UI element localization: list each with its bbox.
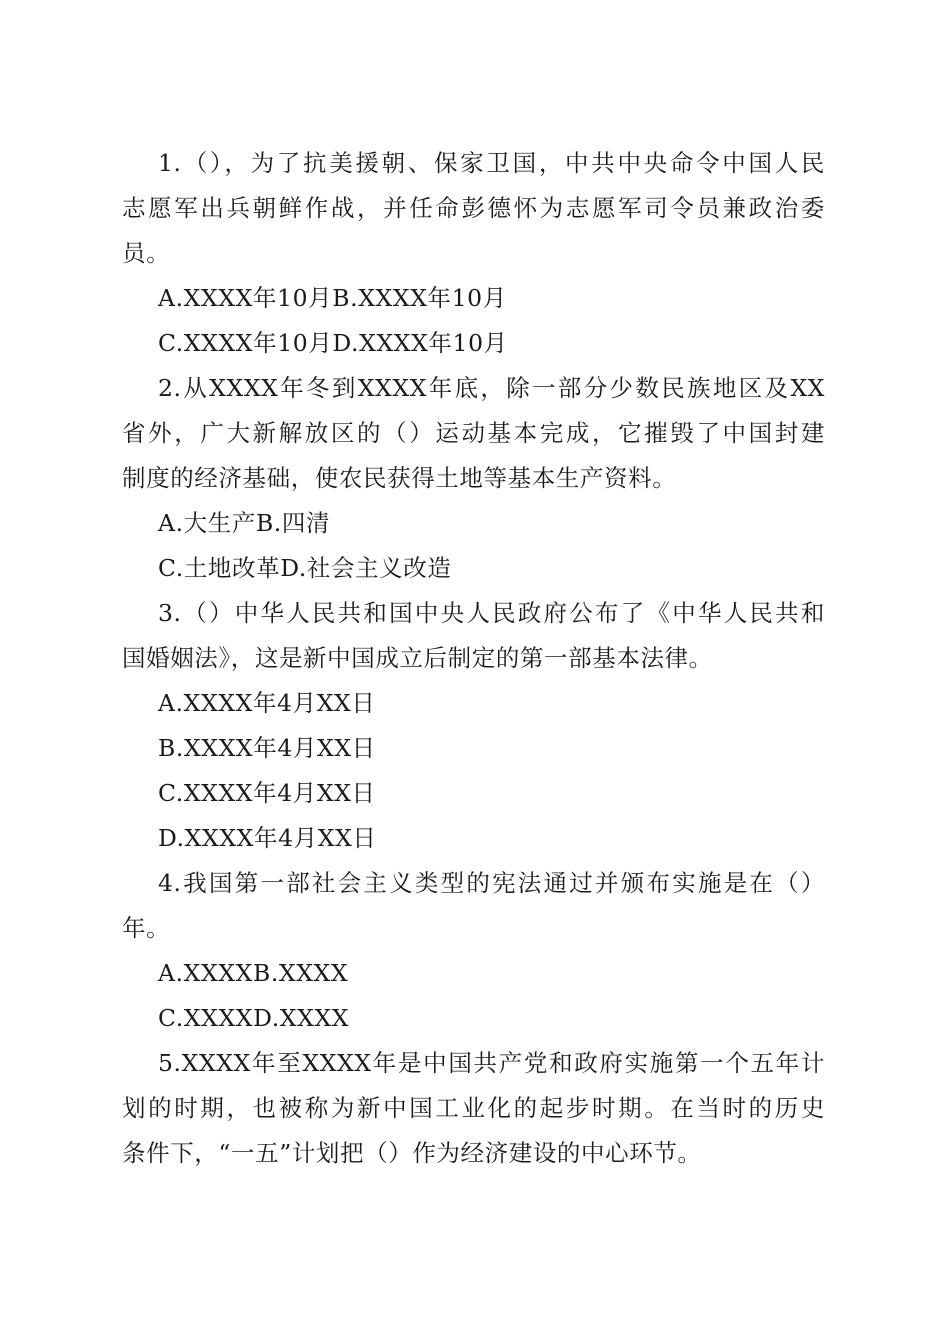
question-4-line-2: 年。	[122, 914, 171, 942]
question-3-option-c: C.XXXX年4月XX日	[158, 779, 376, 807]
question-5-line-3: 条件下，“一五”计划把（）作为经济建设的中心环节。	[122, 1139, 702, 1167]
question-1-option-row-2: C.XXXX年10月D.XXXX年10月	[158, 329, 508, 357]
question-4-option-row-2: C.XXXXD.XXXX	[158, 1004, 350, 1032]
question-3-line-2: 国婚姻法》，这是新中国成立后制定的第一部基本法律。	[122, 644, 713, 672]
question-3-option-b: B.XXXX年4月XX日	[158, 734, 376, 762]
question-2-line-1: 2.从XXXX年冬到XXXX年底，除一部分少数民族地区及XX	[158, 374, 825, 402]
question-2-option-row-2: C.土地改革D.社会主义改造	[158, 554, 452, 582]
question-2-line-3: 制度的经济基础，使农民获得土地等基本生产资料。	[122, 464, 677, 492]
question-3-option-a: A.XXXX年4月XX日	[158, 689, 376, 717]
question-3-line-1: 3.（）中华人民共和国中央人民政府公布了《中华人民共和	[158, 599, 825, 627]
question-4-line-1: 4.我国第一部社会主义类型的宪法通过并颁布实施是在（）	[158, 869, 825, 897]
question-5-line-1: 5.XXXX年至XXXX年是中国共产党和政府实施第一个五年计	[158, 1049, 825, 1077]
question-2-option-row-1: A.大生产B.四清	[158, 509, 331, 537]
question-5-line-2: 划的时期，也被称为新中国工业化的起步时期。在当时的历史	[122, 1094, 825, 1122]
question-3-option-d: D.XXXX年4月XX日	[158, 824, 377, 852]
question-2-line-2: 省外，广大新解放区的（）运动基本完成，它摧毁了中国封建	[122, 419, 825, 447]
question-1-line-2: 志愿军出兵朝鲜作战，并任命彭德怀为志愿军司令员兼政治委	[122, 194, 825, 222]
question-1-option-row-1: A.XXXX年10月B.XXXX年10月	[158, 284, 507, 312]
question-1-line-3: 员。	[122, 239, 171, 267]
question-1-line-1: 1.（），为了抗美援朝、保家卫国，中共中央命令中国人民	[158, 149, 825, 177]
question-4-option-row-1: A.XXXXB.XXXX	[158, 959, 349, 987]
